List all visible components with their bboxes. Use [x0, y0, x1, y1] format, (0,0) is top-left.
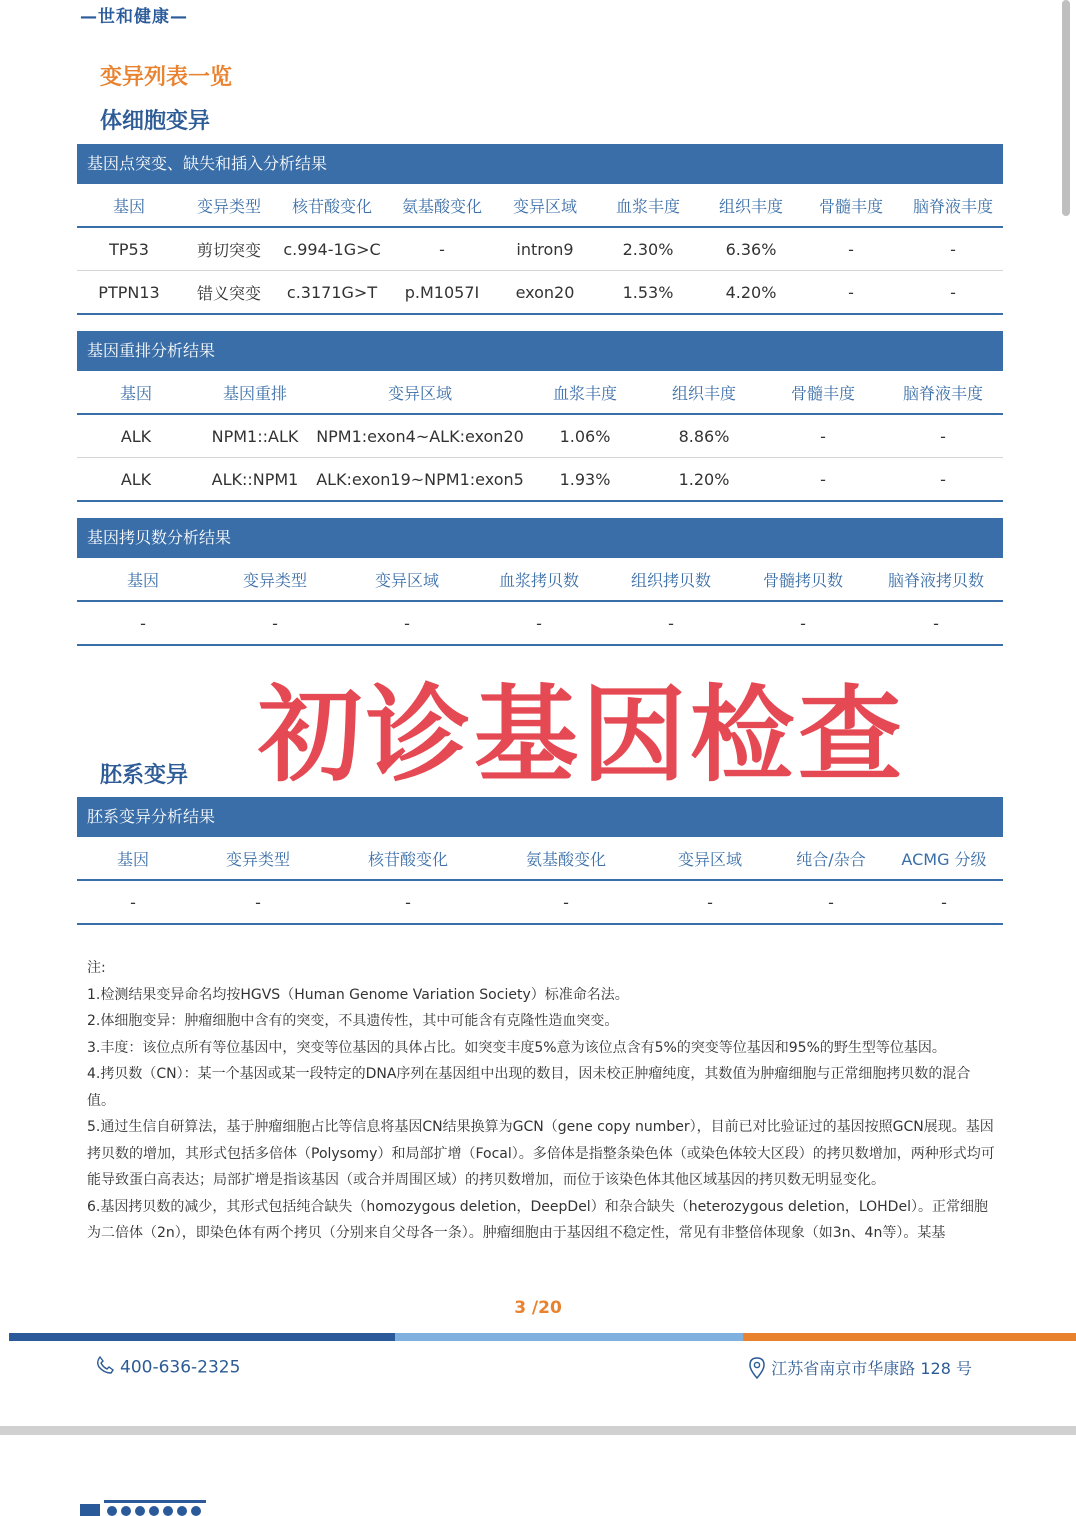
footer-bar-light — [395, 1333, 743, 1341]
cell-plasma: 1.06% — [559, 426, 611, 446]
cnv-table — [77, 518, 1003, 646]
notes — [87, 955, 997, 1247]
cell-marrow: - — [820, 426, 826, 446]
cell-csf: - — [940, 426, 946, 446]
table-row — [77, 415, 1003, 458]
cell-fusion: NPM1::ALK — [211, 426, 299, 446]
page-separator — [0, 1426, 1076, 1435]
column-header: 变异区域 — [512, 196, 577, 216]
column-header: 基因 — [112, 196, 145, 216]
column-header: 氨基酸变化 — [525, 849, 606, 869]
column-header: 变异类型 — [196, 196, 261, 216]
column-header: 变异区域 — [387, 383, 452, 403]
cell-gene: ALK — [120, 426, 152, 446]
snv-table — [77, 144, 1003, 315]
column-header: 变异类型 — [242, 570, 307, 590]
cell: - — [140, 613, 146, 633]
cell: - — [828, 892, 834, 912]
note-line: 5.通过生信自研算法，基于肿瘤细胞占比等信息将基因CN结果换算为GCN（gene copy number），目前已对比验证过的基因按照GCN展现。基因拷贝数的增加，其形式包括多倍体（Polysomy）和局部扩增（Focal）。多倍体是指整条染色体（或染色体较大区段）的拷贝数增加，两种形式均可能导致蛋白高表达；局部扩增是指该基因（或合并周围区域）的拷贝数增加，而位于该染色体其他区域基因的拷贝数无明显变化。 — [87, 1119, 995, 1188]
footer-bar-dark — [9, 1333, 395, 1341]
note-line: 6.基因拷贝数的减少，其形式包括纯合缺失（homozygous deletion，DeepDel）和杂合缺失（heterozygous deletion，LOHDel）。正常细胞为二倍体（2n），即染色体有两个拷贝（分别来自父母各一条）。肿瘤细胞由于基因组不稳定性，常见有非整倍体现象（如3n、4n等）。某基 — [87, 1198, 988, 1241]
section-title: 变异列表一览 — [100, 65, 233, 90]
cell-gene: TP53 — [109, 239, 149, 259]
column-header: ACMG 分级 — [901, 849, 987, 869]
snv-table-header: 基因点突变、缺失和插入分析结果 — [77, 144, 1003, 184]
germline-table-column-row — [77, 837, 1003, 881]
column-header: 核苷酸变化 — [367, 849, 448, 869]
cell: - — [941, 892, 947, 912]
cell-marrow: - — [848, 282, 854, 302]
cell-plasma: 1.53% — [622, 282, 674, 302]
cell: - — [405, 892, 411, 912]
note-line: 2.体细胞变异：肿瘤细胞中含有的突变，不具遗传性，其中可能含有克隆性造血突变。 — [87, 1013, 619, 1029]
column-header: 组织丰度 — [718, 196, 783, 216]
column-header: 骨髓丰度 — [818, 196, 883, 216]
cell-tissue: 8.86% — [678, 426, 730, 446]
address-text: 江苏省南京市华康路 128 号 — [771, 1359, 972, 1378]
cell: - — [800, 613, 806, 633]
cell-region: intron9 — [516, 239, 574, 259]
cell-csf: - — [950, 239, 956, 259]
cell: - — [130, 892, 136, 912]
brand-logo: —世和健康— — [80, 7, 188, 27]
column-header: 变异区域 — [677, 849, 742, 869]
cell-region: ALK:exon19~NPM1:exon5 — [316, 469, 524, 489]
column-header: 脑脊液丰度 — [902, 383, 983, 403]
cnv-table-header: 基因拷贝数分析结果 — [77, 518, 1003, 558]
column-header: 骨髓丰度 — [790, 383, 855, 403]
cell-aa: - — [439, 239, 445, 259]
fusion-table-column-row — [77, 371, 1003, 415]
cell: - — [707, 892, 713, 912]
column-header: 变异区域 — [374, 570, 439, 590]
cell: - — [272, 613, 278, 633]
table-row — [77, 881, 1003, 925]
column-header: 基因 — [126, 570, 159, 590]
cell-csf: - — [940, 469, 946, 489]
column-header: 纯合/杂合 — [796, 849, 866, 869]
fusion-table-header: 基因重排分析结果 — [77, 331, 1003, 371]
cell-plasma: 2.30% — [622, 239, 674, 259]
phone-number: 400-636-2325 — [120, 1357, 241, 1378]
cell-gene: PTPN13 — [98, 282, 160, 302]
note-line: 3.丰度：该位点所有等位基因中，突变等位基因的具体占比。如突变丰度5%意为该位点含有5%的突变等位基因和95%的野生型等位基因。 — [87, 1039, 946, 1056]
column-header: 血浆丰度 — [552, 383, 617, 403]
column-header: 脑脊液丰度 — [912, 196, 993, 216]
column-header: 基因 — [119, 383, 152, 403]
column-header: 基因重排 — [222, 383, 287, 403]
note-line: 4.拷贝数（CN）：某一个基因或某一段特定的DNA序列在基因组中出现的数目，因未校正肿瘤纯度，其数值为肿瘤细胞与正常细胞拷贝数的混合值。 — [87, 1066, 971, 1109]
column-header: 核苷酸变化 — [291, 196, 372, 216]
cell-type: 错义突变 — [196, 283, 261, 303]
cell-nucleotide: c.994-1G>C — [283, 239, 381, 259]
cell-tissue: 4.20% — [725, 282, 777, 302]
footer-phone[interactable] — [96, 1356, 240, 1379]
column-header: 氨基酸变化 — [401, 196, 482, 216]
cell: - — [255, 892, 261, 912]
column-header: 血浆拷贝数 — [498, 570, 579, 590]
cell-gene: ALK — [120, 469, 152, 489]
cell-plasma: 1.93% — [559, 469, 611, 489]
table-row — [77, 458, 1003, 502]
scrollbar[interactable] — [1062, 0, 1070, 216]
cell: - — [668, 613, 674, 633]
note-line: 1.检测结果变异命名均按HGVS（Human Genome Variation Society）标准命名法。 — [87, 986, 629, 1003]
fusion-table — [77, 331, 1003, 502]
germline-table — [77, 797, 1003, 925]
cell-type: 剪切突变 — [196, 240, 261, 260]
column-header: 基因 — [116, 849, 149, 869]
cell: - — [536, 613, 542, 633]
page-indicator: 3 /20 — [514, 1298, 562, 1318]
cnv-table-column-row — [77, 558, 1003, 602]
footer-address — [749, 1356, 972, 1383]
snv-table-column-row — [77, 184, 1003, 228]
location-pin-icon — [749, 1357, 765, 1383]
cell: - — [404, 613, 410, 633]
column-header: 组织丰度 — [671, 383, 736, 403]
cell-csf: - — [950, 282, 956, 302]
cell-nucleotide: c.3171G>T — [286, 282, 378, 302]
germline-table-header: 胚系变异分析结果 — [77, 797, 1003, 837]
cell-marrow: - — [848, 239, 854, 259]
column-header: 变异类型 — [225, 849, 290, 869]
column-header: 骨髓拷贝数 — [762, 570, 843, 590]
cell-tissue: 6.36% — [725, 239, 777, 259]
somatic-title: 体细胞变异 — [100, 109, 211, 134]
column-header: 脑脊液拷贝数 — [887, 570, 984, 590]
germline-title: 胚系变异 — [100, 763, 189, 788]
column-header: 组织拷贝数 — [630, 570, 711, 590]
cell-fusion: ALK::NPM1 — [211, 469, 299, 489]
cell-aa: p.M1057I — [404, 282, 480, 302]
column-header: 血浆丰度 — [615, 196, 680, 216]
cell-region: exon20 — [515, 282, 575, 302]
next-page-logo-icon — [80, 1498, 206, 1516]
table-row — [77, 228, 1003, 271]
phone-icon — [96, 1356, 114, 1379]
overlay-stamp-text: 初诊基因检查 — [258, 674, 907, 796]
table-row — [77, 271, 1003, 315]
cell-tissue: 1.20% — [678, 469, 730, 489]
cell: - — [563, 892, 569, 912]
footer-bar-orange — [743, 1333, 1076, 1341]
cell-region: NPM1:exon4~ALK:exon20 — [316, 426, 524, 446]
table-row — [77, 602, 1003, 646]
cell: - — [933, 613, 939, 633]
note-line: 注: — [87, 960, 106, 976]
cell-marrow: - — [820, 469, 826, 489]
